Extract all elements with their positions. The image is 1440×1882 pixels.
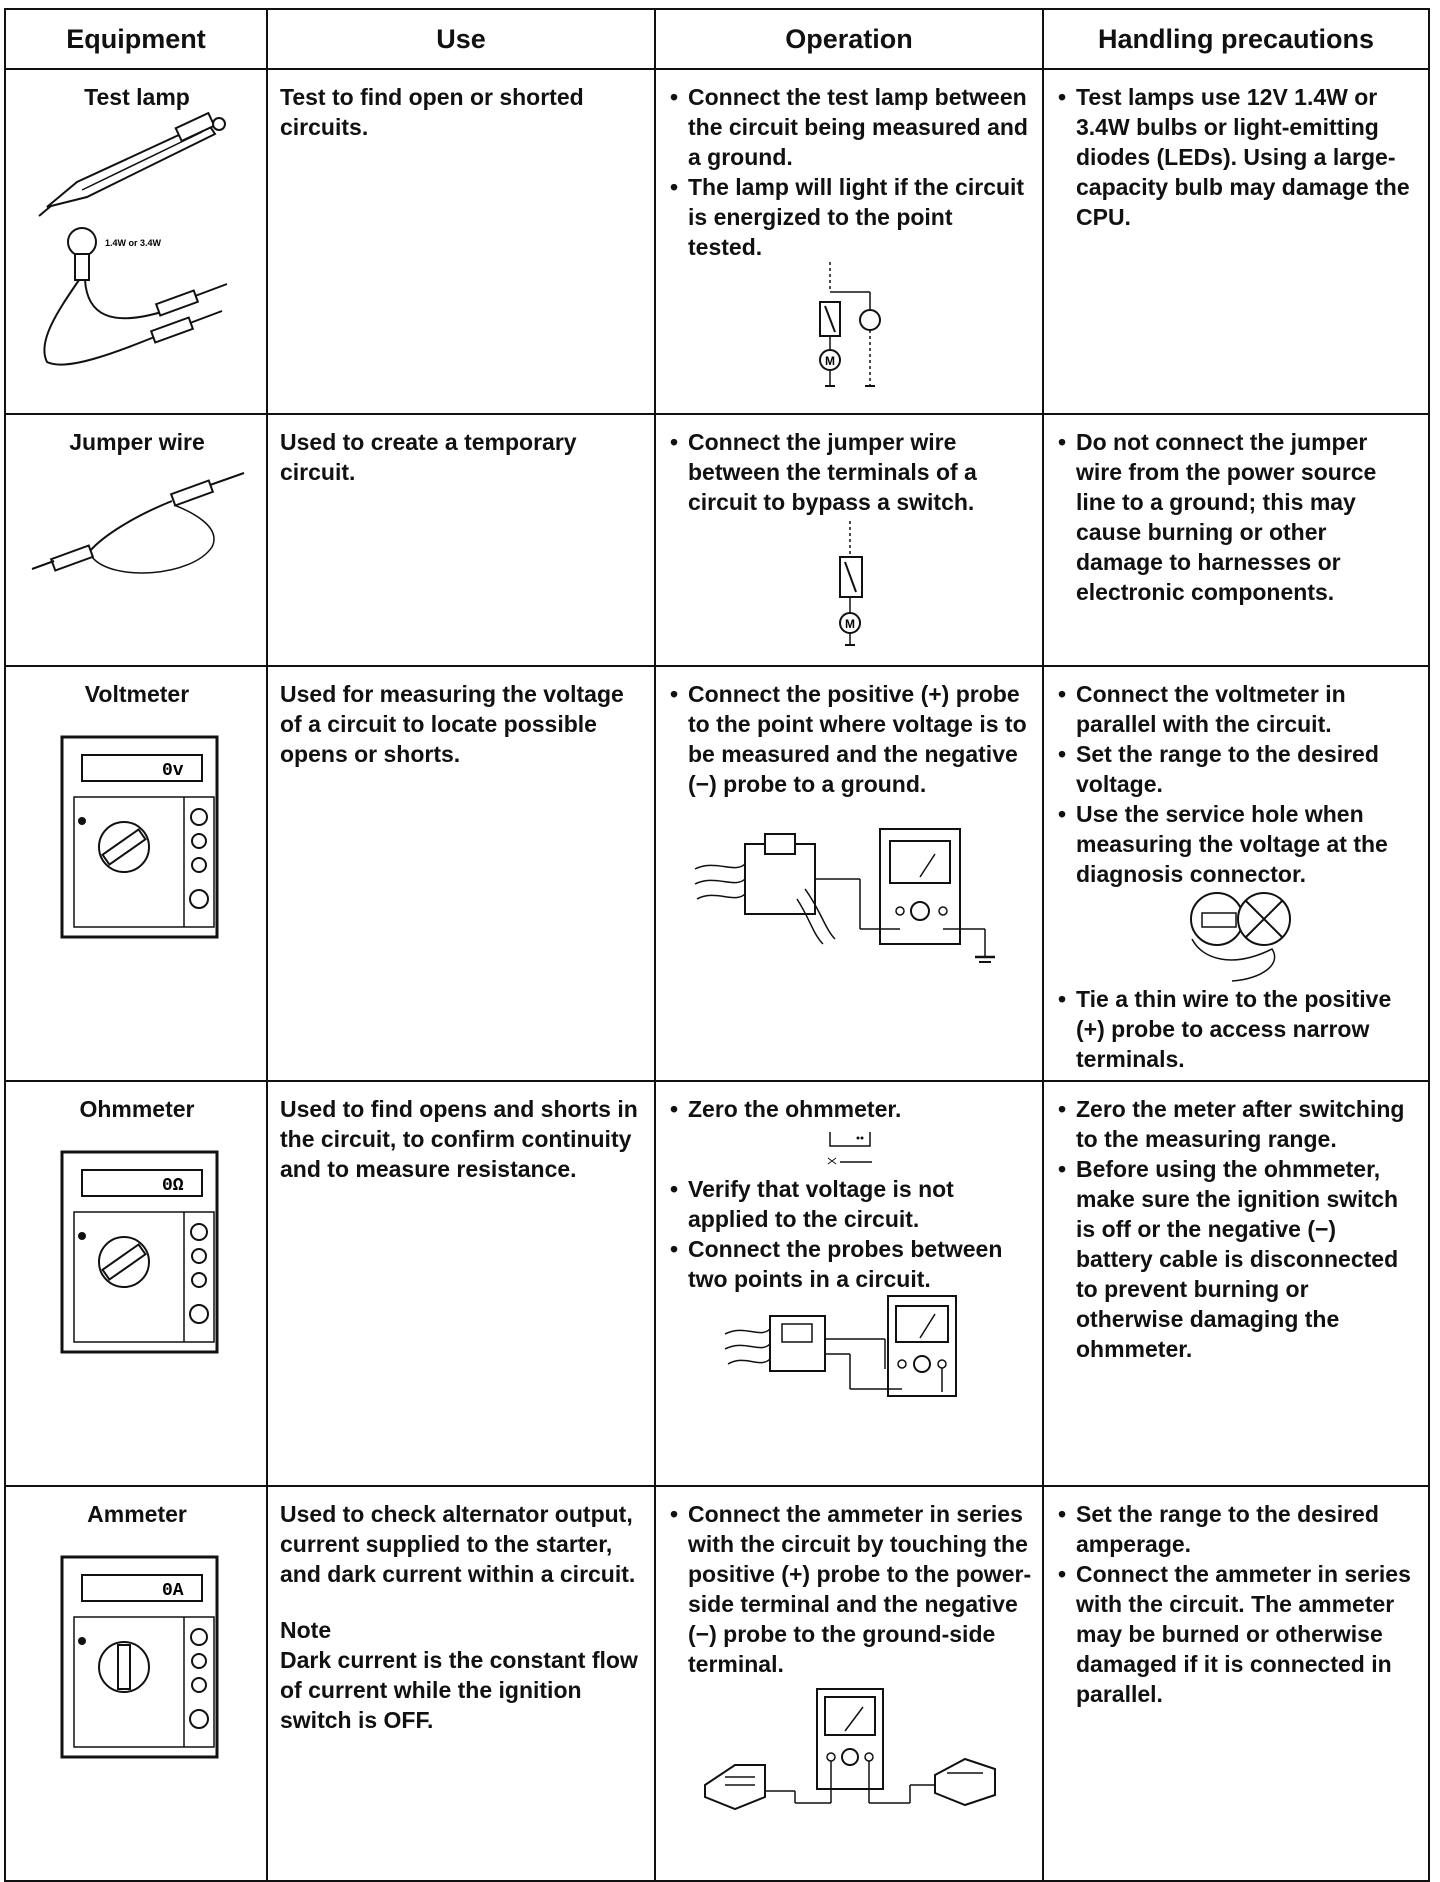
equipment-name: Ammeter xyxy=(87,1501,187,1527)
svg-text:M: M xyxy=(825,354,835,368)
precaution-item: • Set the range to the desired voltage. xyxy=(1056,739,1418,799)
operation-item: • Zero the ohmmeter. xyxy=(668,1094,1032,1124)
ammeter-display: 0A xyxy=(162,1581,184,1601)
ammeter-illustration xyxy=(18,1537,256,1767)
operation-cell xyxy=(655,414,1043,666)
use-text: Used to check alternator output, current supplied to the starter, and dark current within a circuit. xyxy=(280,1501,636,1587)
operation-list xyxy=(668,427,1032,517)
use-cell xyxy=(267,1081,655,1486)
precaution-item: • Set the range to the desired amperage. xyxy=(1056,1499,1418,1559)
table-row xyxy=(5,69,1429,414)
precautions-list xyxy=(1056,679,1418,889)
precautions-list-continued xyxy=(1056,984,1418,1074)
equipment-name: Voltmeter xyxy=(84,681,190,707)
precaution-item: • Do not connect the jumper wire from the power source line to a ground; this may cause burning or other damage to harnesses or electronic components. xyxy=(1056,427,1418,607)
equipment-name: Test lamp xyxy=(84,84,190,110)
precaution-item: • Use the service hole when measuring the voltage at the diagnosis connector. xyxy=(1056,799,1418,889)
precautions-list xyxy=(1056,1499,1418,1709)
table-row xyxy=(5,414,1429,666)
operation-cell xyxy=(655,1081,1043,1486)
use-cell xyxy=(267,414,655,666)
operation-item: • Connect the probes between two points in a circuit. xyxy=(668,1234,1032,1294)
equipment-name: Jumper wire xyxy=(69,429,205,455)
diagnosis-connector-illustration xyxy=(1056,889,1418,984)
precautions-cell xyxy=(1043,1486,1429,1881)
table-row xyxy=(5,1486,1429,1881)
precautions-list xyxy=(1056,1094,1418,1364)
header-handling-precautions: Handling precautions xyxy=(1043,9,1429,69)
use-text: Used to find opens and shorts in the circuit, to confirm continuity and to measure resistance. xyxy=(280,1096,638,1182)
operation-item: • Connect the ammeter in series with the circuit by touching the positive (+) probe to the power-side terminal and the negative (−) probe to the ground-side terminal. xyxy=(668,1499,1032,1679)
table-header-row xyxy=(5,9,1429,69)
precautions-list xyxy=(1056,427,1418,607)
ammeter-connection-diagram xyxy=(668,1685,1032,1815)
operation-list-continued xyxy=(668,1174,1032,1294)
use-cell xyxy=(267,69,655,414)
equipment-cell xyxy=(5,69,267,414)
precaution-item: • Tie a thin wire to the positive (+) probe to access narrow terminals. xyxy=(1056,984,1418,1074)
operation-cell xyxy=(655,69,1043,414)
operation-item: • The lamp will light if the circuit is energized to the point tested. xyxy=(668,172,1032,262)
note-text: Dark current is the constant flow of current while the ignition switch is OFF. xyxy=(280,1647,638,1733)
zero-adjust-symbol xyxy=(668,1124,1032,1174)
note-title: Note xyxy=(280,1617,332,1643)
precaution-item: • Connect the voltmeter in parallel with the circuit. xyxy=(1056,679,1418,739)
use-text: Used to create a temporary circuit. xyxy=(280,429,577,485)
voltmeter-display: 0v xyxy=(162,761,184,781)
use-cell xyxy=(267,666,655,1081)
equipment-cell xyxy=(5,414,267,666)
voltmeter-connection-diagram xyxy=(668,819,1032,969)
jumper-wire-illustration xyxy=(18,457,256,587)
jumper-wire-circuit-diagram xyxy=(668,517,1032,647)
ohmmeter-connection-diagram xyxy=(668,1294,1032,1404)
ohmmeter-display: 0Ω xyxy=(162,1176,184,1196)
operation-item: • Verify that voltage is not applied to the circuit. xyxy=(668,1174,1032,1234)
operation-list xyxy=(668,1094,1032,1124)
header-operation: Operation xyxy=(655,9,1043,69)
precautions-cell xyxy=(1043,414,1429,666)
use-cell xyxy=(267,1486,655,1881)
operation-item: • Connect the positive (+) probe to the point where voltage is to be measured and the negative (−) probe to a ground. xyxy=(668,679,1032,799)
operation-cell xyxy=(655,666,1043,1081)
operation-cell xyxy=(655,1486,1043,1881)
header-use: Use xyxy=(267,9,655,69)
operation-list xyxy=(668,82,1032,262)
table-row xyxy=(5,1081,1429,1486)
equipment-cell xyxy=(5,1081,267,1486)
table-row xyxy=(5,666,1429,1081)
test-lamp-circuit-diagram xyxy=(668,262,1032,392)
precautions-cell xyxy=(1043,666,1429,1081)
header-equipment: Equipment xyxy=(5,9,267,69)
voltmeter-illustration xyxy=(18,717,256,947)
use-text: Test to find open or shorted circuits. xyxy=(280,84,584,140)
test-lamp-probe-illustration xyxy=(18,112,256,222)
bulb-rating-label: 1.4W or 3.4W xyxy=(105,238,162,248)
precautions-cell xyxy=(1043,1081,1429,1486)
operation-item: • Connect the test lamp between the circuit being measured and a ground. xyxy=(668,82,1032,172)
equipment-name: Ohmmeter xyxy=(79,1096,195,1122)
svg-text:M: M xyxy=(845,617,855,631)
operation-list xyxy=(668,679,1032,799)
precaution-item: • Connect the ammeter in series with the circuit. The ammeter may be burned or otherwise damaged if it is connected in parallel. xyxy=(1056,1559,1418,1709)
test-lamp-bulb-illustration xyxy=(18,222,256,372)
equipment-table xyxy=(4,8,1430,1882)
use-text: Used for measuring the voltage of a circuit to locate possible opens or shorts. xyxy=(280,681,624,767)
operation-list xyxy=(668,1499,1032,1679)
precautions-list xyxy=(1056,82,1418,232)
ohmmeter-illustration xyxy=(18,1132,256,1362)
precaution-item: • Test lamps use 12V 1.4W or 3.4W bulbs or light-emitting diodes (LEDs). Using a large-capacity bulb may damage the CPU. xyxy=(1056,82,1418,232)
precaution-item: • Zero the meter after switching to the measuring range. xyxy=(1056,1094,1418,1154)
precaution-item: • Before using the ohmmeter, make sure the ignition switch is off or the negative (−) battery cable is disconnected to prevent burning or otherwise damaging the ohmmeter. xyxy=(1056,1154,1418,1364)
equipment-cell xyxy=(5,666,267,1081)
precautions-cell xyxy=(1043,69,1429,414)
operation-item: • Connect the jumper wire between the terminals of a circuit to bypass a switch. xyxy=(668,427,1032,517)
equipment-cell xyxy=(5,1486,267,1881)
